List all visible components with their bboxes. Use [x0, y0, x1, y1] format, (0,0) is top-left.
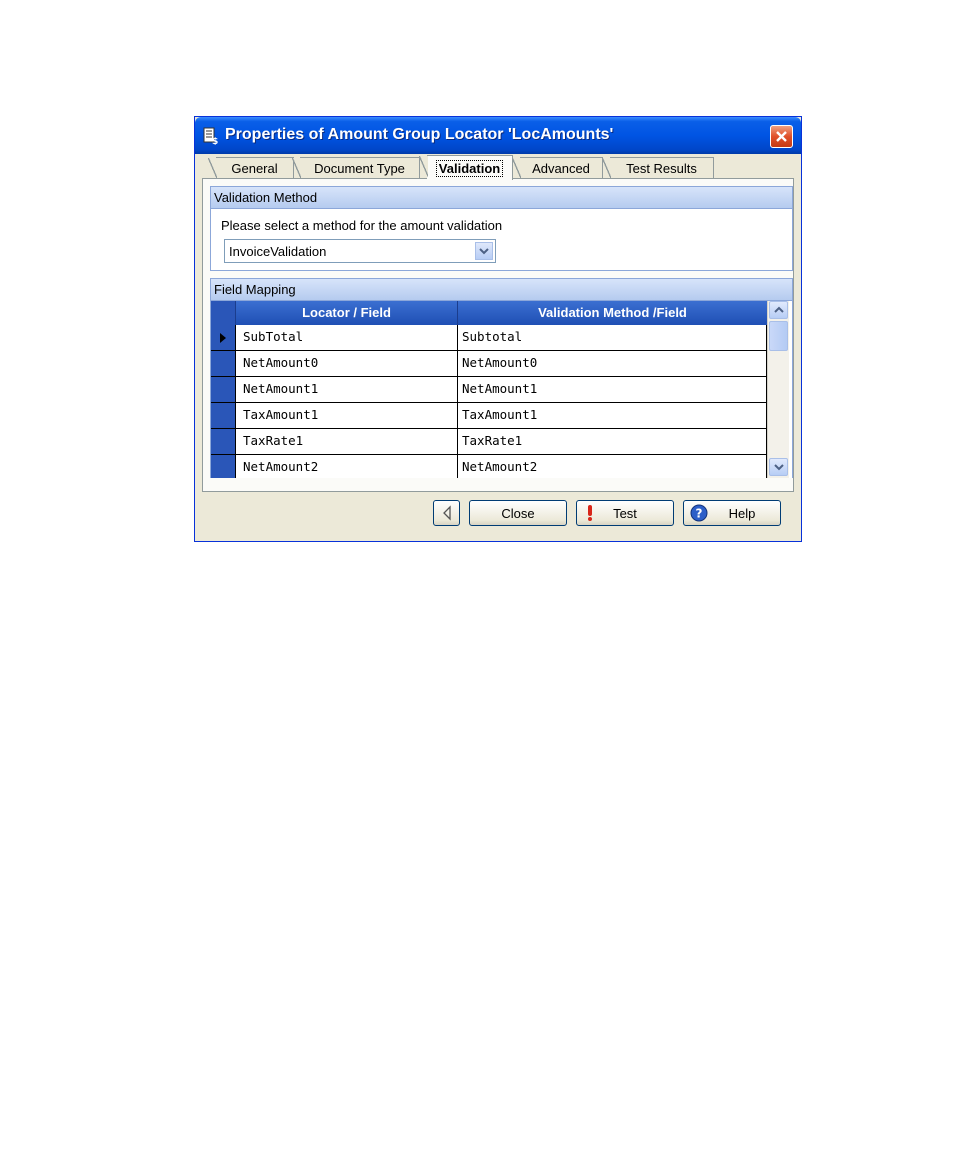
column-header-validation-method[interactable]: Validation Method /Field [538, 305, 687, 320]
cell-method[interactable]: NetAmount2 [458, 455, 767, 478]
tab-validation[interactable]: Validation [427, 155, 513, 180]
row-selector[interactable] [211, 351, 235, 376]
properties-dialog [194, 116, 802, 542]
chevron-down-icon [774, 463, 784, 471]
scroll-thumb[interactable] [769, 321, 788, 351]
field-mapping-header: Field Mapping [211, 279, 792, 301]
cell-locator[interactable]: SubTotal [235, 325, 458, 350]
cell-locator[interactable]: TaxRate1 [235, 429, 458, 454]
cell-locator[interactable]: NetAmount1 [235, 377, 458, 402]
tab-strip [202, 155, 794, 179]
back-button[interactable] [433, 500, 460, 526]
current-row-arrow-icon [211, 325, 235, 350]
close-icon [775, 130, 788, 143]
grid-header-row [211, 301, 767, 325]
row-selector[interactable] [211, 455, 235, 478]
scroll-up-button[interactable] [769, 301, 788, 319]
table-row[interactable] [211, 455, 767, 478]
chevron-down-icon[interactable] [475, 242, 493, 260]
validation-method-prompt: Please select a method for the amount validation [221, 218, 503, 233]
table-row[interactable] [211, 429, 767, 455]
locator-properties-icon [203, 127, 219, 145]
window-title: Properties of Amount Group Locator 'LocAmounts' [225, 126, 614, 143]
table-row[interactable] [211, 377, 767, 403]
cell-method[interactable]: NetAmount0 [458, 351, 767, 376]
validation-method-header: Validation Method [211, 187, 792, 209]
table-row[interactable] [211, 403, 767, 429]
close-button[interactable]: Close [469, 500, 567, 526]
help-button[interactable]: ? Help [683, 500, 781, 526]
tab-document-type[interactable]: Document Type [300, 157, 420, 179]
window-close-button[interactable] [770, 125, 793, 148]
exclamation-icon [586, 504, 594, 525]
cell-locator[interactable]: NetAmount2 [235, 455, 458, 478]
field-mapping-group [210, 278, 793, 478]
help-icon [690, 504, 708, 525]
tab-general[interactable]: General [216, 157, 294, 179]
tab-advanced[interactable]: Advanced [520, 157, 603, 179]
chevron-up-icon [774, 306, 784, 314]
title-bar[interactable] [195, 117, 801, 154]
row-selector[interactable] [211, 429, 235, 454]
validation-panel [202, 178, 794, 492]
cell-locator[interactable]: TaxAmount1 [235, 403, 458, 428]
validation-method-select[interactable] [224, 239, 496, 263]
column-header-locator[interactable]: Locator / Field [235, 301, 458, 325]
cell-method[interactable]: NetAmount1 [458, 377, 767, 402]
cell-method[interactable]: TaxRate1 [458, 429, 767, 454]
row-selector[interactable] [211, 325, 235, 350]
svg-text:?: ? [695, 506, 703, 521]
validation-method-group [210, 186, 793, 271]
scroll-down-button[interactable] [769, 458, 788, 476]
svg-text:$: $ [212, 137, 219, 145]
field-mapping-grid [211, 301, 792, 478]
tab-test-results[interactable]: Test Results [610, 157, 714, 179]
validation-method-value: InvoiceValidation [229, 244, 327, 259]
grid-vertical-scrollbar[interactable] [767, 301, 789, 478]
cell-locator[interactable]: NetAmount0 [235, 351, 458, 376]
row-selector[interactable] [211, 377, 235, 402]
cell-method[interactable]: Subtotal [458, 325, 767, 350]
row-selector[interactable] [211, 403, 235, 428]
test-button[interactable]: Test [576, 500, 674, 526]
cell-method[interactable]: TaxAmount1 [458, 403, 767, 428]
grid-corner [211, 301, 235, 325]
table-row[interactable] [211, 351, 767, 377]
triangle-left-icon [441, 505, 453, 521]
table-row[interactable] [211, 325, 767, 351]
